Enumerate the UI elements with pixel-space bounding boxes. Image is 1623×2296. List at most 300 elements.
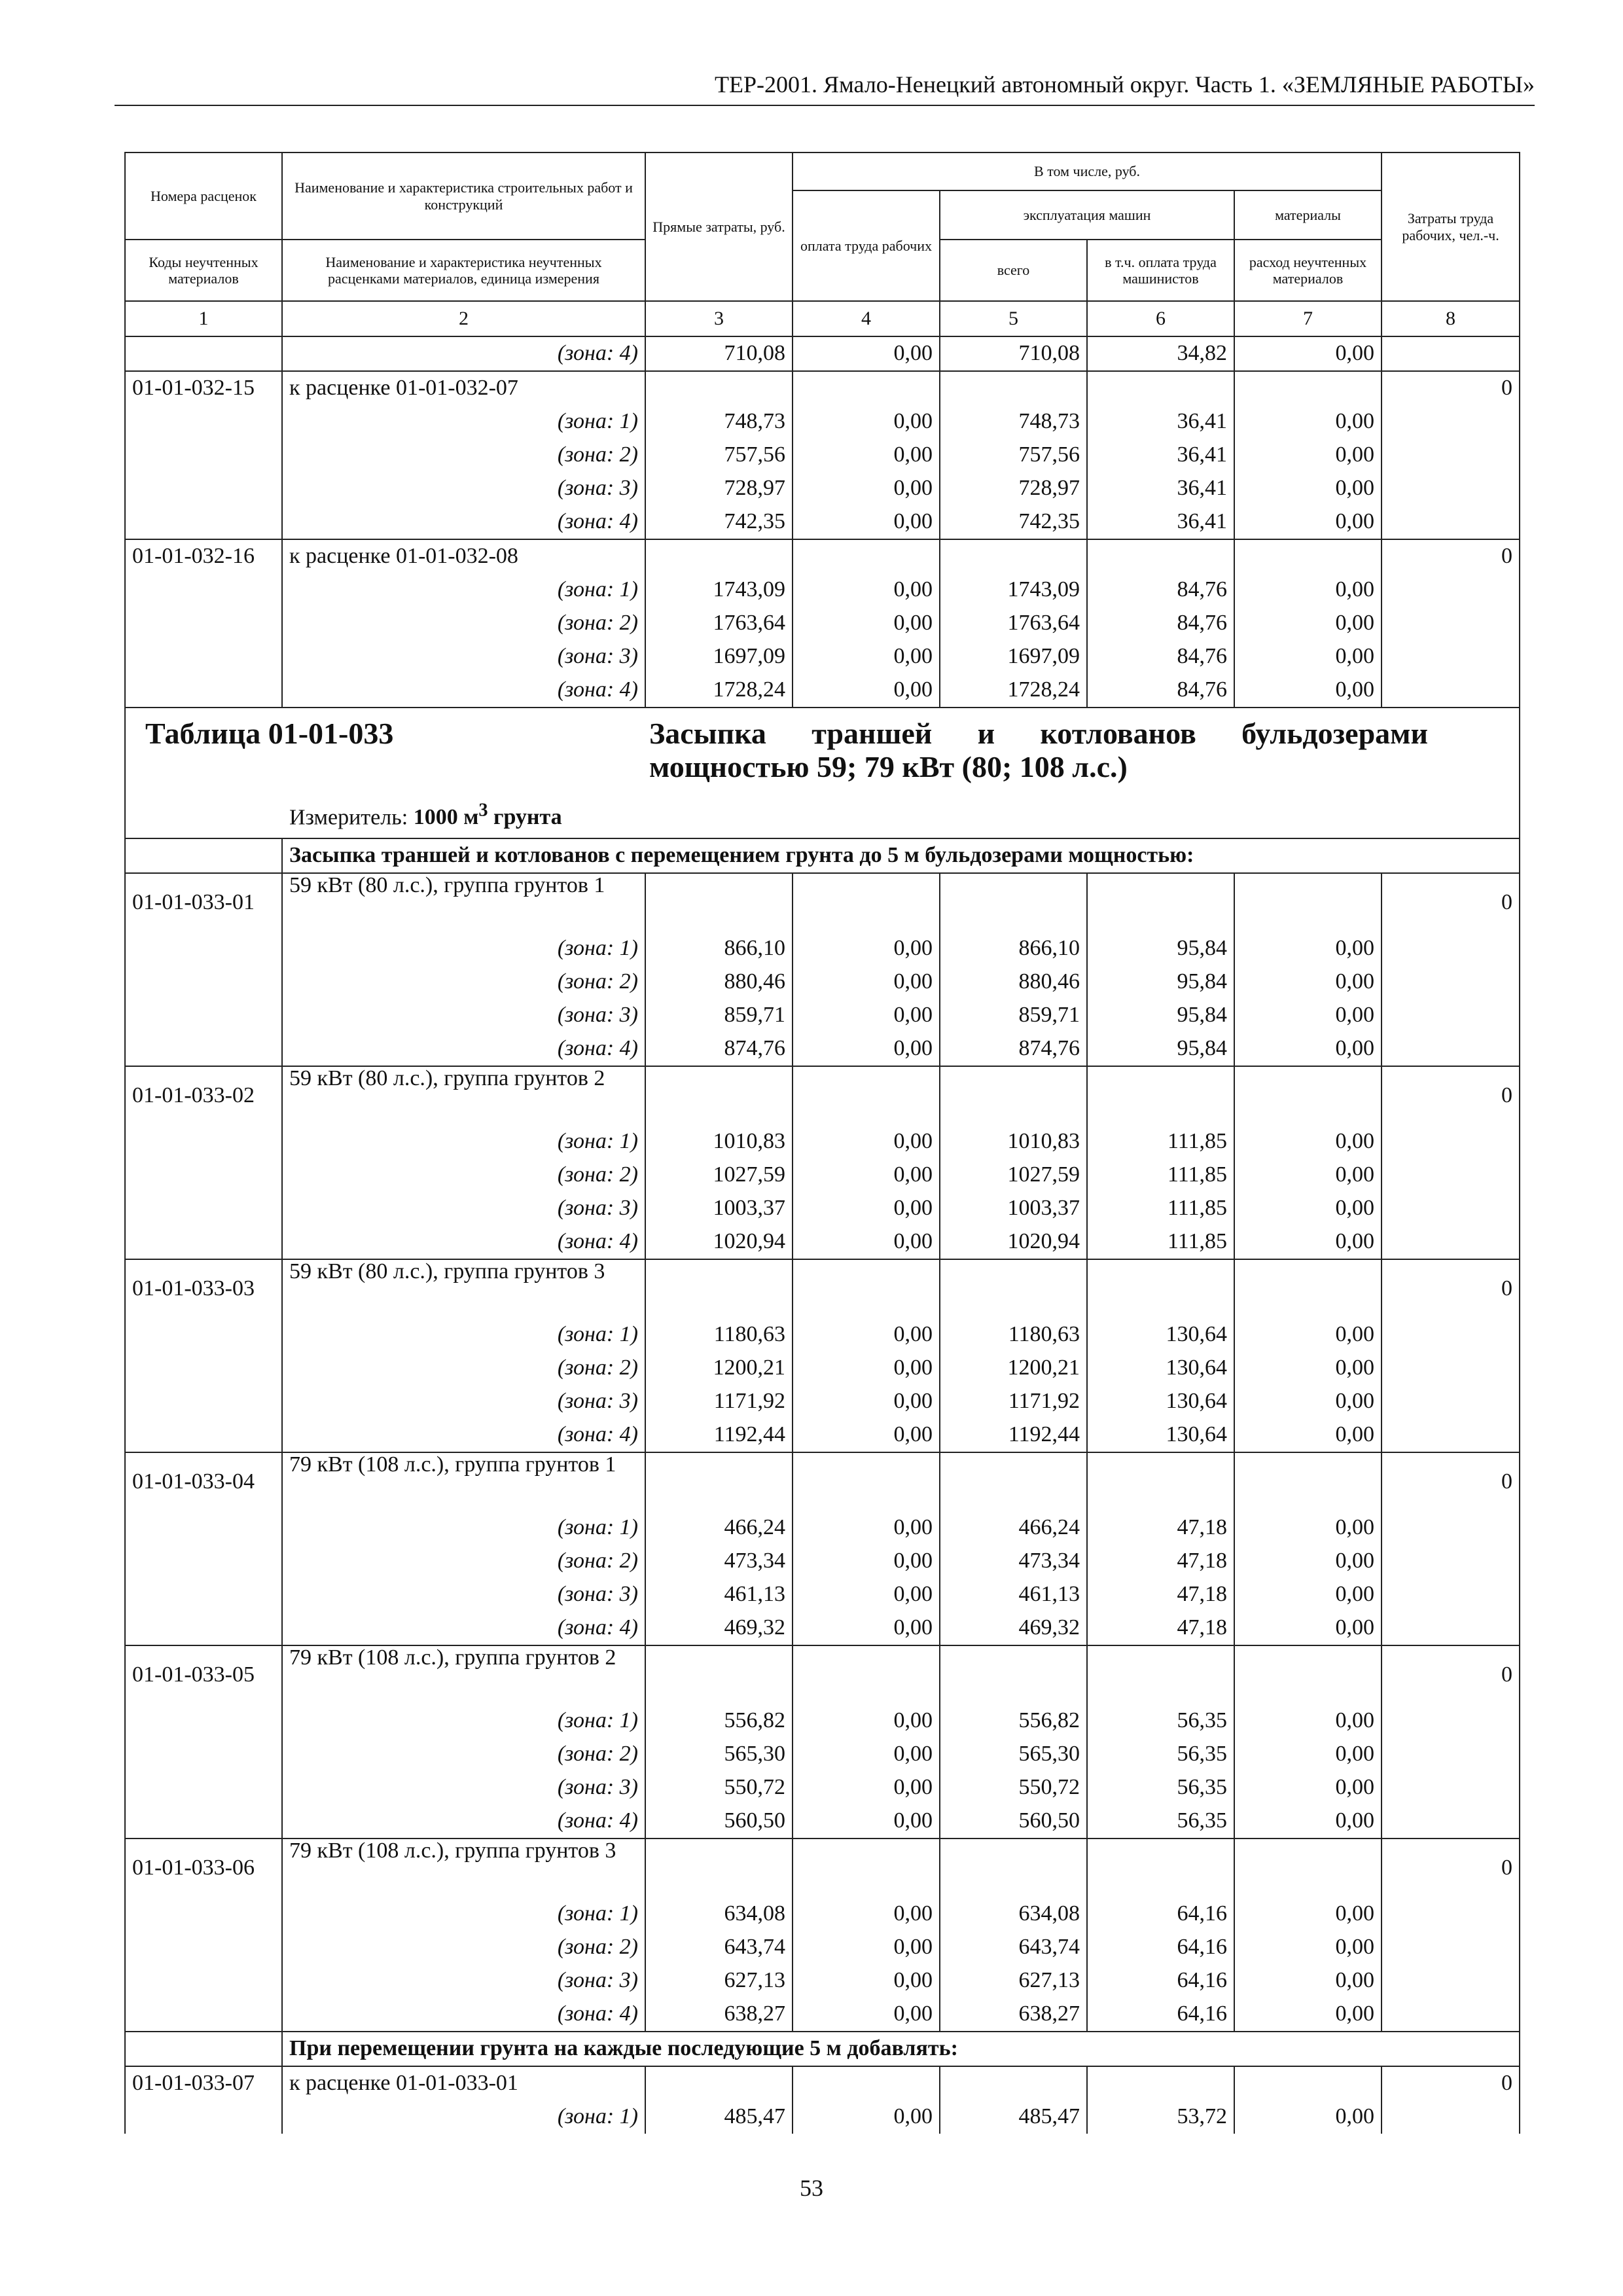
machine-total: 461,13: [940, 1578, 1087, 1611]
machine-total: 638,27: [940, 1998, 1087, 2032]
zone-label: (зона: 4): [282, 336, 645, 371]
machinist-pay: 64,16: [1087, 1964, 1234, 1998]
labor-cell-empty: [1382, 439, 1520, 472]
direct-cost: 1020,94: [645, 1225, 793, 1259]
labor-cell-empty: [1382, 1158, 1520, 1192]
empty-cell: [1234, 1645, 1382, 1704]
rate-row: [125, 1645, 1520, 1704]
machinist-pay: 111,85: [1087, 1192, 1234, 1225]
zone-label: (зона: 3): [282, 640, 645, 673]
rate-code: 01-01-032-16: [125, 539, 282, 573]
code-cell-empty: [125, 1352, 282, 1385]
material-usage: 0,00: [1234, 932, 1382, 965]
column-number: 2: [282, 301, 645, 336]
rate-row: [125, 1839, 1520, 1897]
empty-cell: [1087, 539, 1234, 573]
empty-cell: [793, 2066, 940, 2100]
worker-pay: 0,00: [793, 1771, 940, 1804]
machine-total: 485,47: [940, 2100, 1087, 2134]
empty-cell: [940, 1066, 1087, 1125]
zone-row: [125, 1804, 1520, 1839]
zone-row: [125, 1511, 1520, 1545]
material-usage: 0,00: [1234, 573, 1382, 607]
empty-cell: [1087, 873, 1234, 932]
column-number: 4: [793, 301, 940, 336]
code-cell-empty: [125, 1545, 282, 1578]
code-cell-empty: [125, 1738, 282, 1771]
material-usage: 0,00: [1234, 607, 1382, 640]
measure-label: Измеритель:: [289, 805, 408, 830]
rate-name: 79 кВт (108 л.с.), группа грунтов 1: [282, 1452, 645, 1511]
worker-pay: 0,00: [793, 1125, 940, 1158]
zone-label: (зона: 1): [282, 573, 645, 607]
empty-cell: [940, 539, 1087, 573]
machinist-pay: 64,16: [1087, 1897, 1234, 1931]
machine-total: 556,82: [940, 1704, 1087, 1738]
code-cell-empty: [125, 1511, 282, 1545]
material-usage: 0,00: [1234, 1738, 1382, 1771]
machinist-pay: 95,84: [1087, 1032, 1234, 1066]
direct-cost: 874,76: [645, 1032, 793, 1066]
labor-cell-empty: [1382, 1578, 1520, 1611]
empty-cell: [1234, 2066, 1382, 2100]
empty-cell: [1087, 1452, 1234, 1511]
header-group: В том числе, руб.: [793, 152, 1382, 190]
machinist-pay: 111,85: [1087, 1158, 1234, 1192]
zone-row: [125, 1125, 1520, 1158]
rates-table: [124, 152, 1520, 2134]
material-usage: 0,00: [1234, 505, 1382, 539]
running-header: ТЕР-2001. Ямало-Ненецкий автономный округ. Часть 1. «ЗЕМЛЯНЫЕ РАБОТЫ»: [714, 71, 1535, 98]
material-usage: 0,00: [1234, 1225, 1382, 1259]
zone-row: [125, 1418, 1520, 1452]
direct-cost: 643,74: [645, 1931, 793, 1964]
code-cell-empty: [125, 1032, 282, 1066]
header-col4: оплата труда рабочих: [793, 190, 940, 301]
rate-name: 79 кВт (108 л.с.), группа грунтов 2: [282, 1645, 645, 1704]
direct-cost: 1010,83: [645, 1125, 793, 1158]
zone-row: [125, 1964, 1520, 1998]
rate-code: 01-01-033-01: [125, 873, 282, 932]
direct-cost: 757,56: [645, 439, 793, 472]
empty-cell: [645, 1452, 793, 1511]
machine-total: 742,35: [940, 505, 1087, 539]
rate-name: к расценке 01-01-032-08: [282, 539, 645, 573]
rate-row: [125, 1452, 1520, 1511]
machine-total: 1180,63: [940, 1318, 1087, 1352]
worker-pay: 0,00: [793, 999, 940, 1032]
empty-cell: [1234, 1066, 1382, 1125]
code-cell-empty: [125, 2100, 282, 2134]
worker-pay: 0,00: [793, 336, 940, 371]
machine-total: 866,10: [940, 932, 1087, 965]
empty-cell: [793, 873, 940, 932]
zone-row: [125, 607, 1520, 640]
labor-cell-empty: [1382, 336, 1520, 371]
empty-cell: [1234, 1452, 1382, 1511]
labor-cell-empty: [1382, 1032, 1520, 1066]
column-number: 6: [1087, 301, 1234, 336]
empty-cell: [645, 1645, 793, 1704]
direct-cost: 859,71: [645, 999, 793, 1032]
machine-total: 748,73: [940, 405, 1087, 439]
machine-total: 565,30: [940, 1738, 1087, 1771]
labor-cell-empty: [1382, 932, 1520, 965]
rate-code: 01-01-033-06: [125, 1839, 282, 1897]
section-code-cell: [125, 2032, 282, 2066]
direct-cost: 550,72: [645, 1771, 793, 1804]
zone-row: [125, 472, 1520, 505]
direct-cost: 556,82: [645, 1704, 793, 1738]
rate-code: 01-01-032-15: [125, 371, 282, 405]
rate-code: 01-01-033-07: [125, 2066, 282, 2100]
worker-pay: 0,00: [793, 1998, 940, 2032]
direct-cost: 1003,37: [645, 1192, 793, 1225]
direct-cost: 1743,09: [645, 573, 793, 607]
code-cell-empty: [125, 1578, 282, 1611]
zone-row: [125, 1225, 1520, 1259]
machinist-pay: 47,18: [1087, 1545, 1234, 1578]
labor-cell-empty: [1382, 1897, 1520, 1931]
code-cell-empty: [125, 1771, 282, 1804]
rate-name: 79 кВт (108 л.с.), группа грунтов 3: [282, 1839, 645, 1897]
machine-total: 1728,24: [940, 673, 1087, 708]
rate-code: 01-01-033-03: [125, 1259, 282, 1318]
column-number: 3: [645, 301, 793, 336]
direct-cost: 1728,24: [645, 673, 793, 708]
labor-cell-empty: [1382, 999, 1520, 1032]
worker-pay: 0,00: [793, 673, 940, 708]
direct-cost: 634,08: [645, 1897, 793, 1931]
empty-cell: [1234, 873, 1382, 932]
worker-pay: 0,00: [793, 1931, 940, 1964]
rate-name: 59 кВт (80 л.с.), группа грунтов 3: [282, 1259, 645, 1318]
labor-cell-empty: [1382, 1804, 1520, 1839]
material-usage: 0,00: [1234, 1704, 1382, 1738]
direct-cost: 638,27: [645, 1998, 793, 2032]
machinist-pay: 56,35: [1087, 1738, 1234, 1771]
empty-cell: [1234, 539, 1382, 573]
material-usage: 0,00: [1234, 640, 1382, 673]
labor-cell-empty: [1382, 1545, 1520, 1578]
worker-pay: 0,00: [793, 1192, 940, 1225]
empty-cell: [1234, 1259, 1382, 1318]
code-cell-empty: [125, 999, 282, 1032]
labor-cell-empty: [1382, 1418, 1520, 1452]
worker-pay: 0,00: [793, 1738, 940, 1771]
labor-cell-empty: [1382, 1998, 1520, 2032]
zone-label: (зона: 1): [282, 2100, 645, 2134]
direct-cost: 1200,21: [645, 1352, 793, 1385]
labor-cost: 0: [1382, 873, 1520, 932]
material-usage: 0,00: [1234, 1511, 1382, 1545]
zone-label: (зона: 2): [282, 1158, 645, 1192]
direct-cost: 710,08: [645, 336, 793, 371]
machinist-pay: 36,41: [1087, 439, 1234, 472]
zone-label: (зона: 3): [282, 1385, 645, 1418]
material-usage: 0,00: [1234, 1192, 1382, 1225]
direct-cost: 866,10: [645, 932, 793, 965]
direct-cost: 466,24: [645, 1511, 793, 1545]
direct-cost: 1697,09: [645, 640, 793, 673]
code-cell-empty: [125, 336, 282, 371]
header-machines: эксплуатация машин: [940, 190, 1234, 240]
labor-cost: 0: [1382, 1259, 1520, 1318]
material-usage: 0,00: [1234, 1931, 1382, 1964]
machinist-pay: 130,64: [1087, 1318, 1234, 1352]
labor-cell-empty: [1382, 673, 1520, 708]
labor-cost: 0: [1382, 371, 1520, 405]
worker-pay: 0,00: [793, 640, 940, 673]
zone-row: [125, 2100, 1520, 2134]
material-usage: 0,00: [1234, 336, 1382, 371]
labor-cell-empty: [1382, 1964, 1520, 1998]
direct-cost: 742,35: [645, 505, 793, 539]
machinist-pay: 130,64: [1087, 1352, 1234, 1385]
code-cell-empty: [125, 439, 282, 472]
empty-cell: [1087, 1259, 1234, 1318]
rate-row: [125, 2066, 1520, 2100]
rate-row: [125, 1066, 1520, 1125]
section-title: Засыпка траншей и котлованов с перемещением грунта до 5 м бульдозерами мощностью:: [282, 838, 1520, 873]
table-heading-cell: [125, 708, 1520, 838]
empty-cell: [645, 2066, 793, 2100]
zone-label: (зона: 4): [282, 673, 645, 708]
labor-cost: 0: [1382, 539, 1520, 573]
code-cell-empty: [125, 1964, 282, 1998]
labor-cell-empty: [1382, 1225, 1520, 1259]
zone-label: (зона: 3): [282, 1578, 645, 1611]
labor-cell-empty: [1382, 1931, 1520, 1964]
empty-cell: [645, 1259, 793, 1318]
section-row: [125, 2032, 1520, 2066]
rate-name: 59 кВт (80 л.с.), группа грунтов 1: [282, 873, 645, 932]
zone-row: [125, 1771, 1520, 1804]
material-usage: 0,00: [1234, 1897, 1382, 1931]
zone-label: (зона: 2): [282, 1352, 645, 1385]
worker-pay: 0,00: [793, 1385, 940, 1418]
machine-total: 1010,83: [940, 1125, 1087, 1158]
code-cell-empty: [125, 1385, 282, 1418]
zone-row: [125, 1545, 1520, 1578]
empty-cell: [793, 1645, 940, 1704]
zone-row: [125, 1738, 1520, 1771]
labor-cell-empty: [1382, 2100, 1520, 2134]
zone-row: [125, 1931, 1520, 1964]
zone-row: [125, 1611, 1520, 1645]
worker-pay: 0,00: [793, 1897, 940, 1931]
material-usage: 0,00: [1234, 673, 1382, 708]
section-row: [125, 838, 1520, 873]
direct-cost: 748,73: [645, 405, 793, 439]
empty-cell: [1087, 1066, 1234, 1125]
empty-cell: [1087, 371, 1234, 405]
zone-row: [125, 1578, 1520, 1611]
machine-total: 634,08: [940, 1897, 1087, 1931]
labor-cell-empty: [1382, 405, 1520, 439]
header-col6: в т.ч. оплата труда машинистов: [1087, 240, 1234, 301]
material-usage: 0,00: [1234, 1964, 1382, 1998]
table-header: [125, 152, 1520, 336]
zone-label: (зона: 2): [282, 439, 645, 472]
column-number-row: [125, 301, 1520, 336]
page-number: 53: [800, 2175, 823, 2201]
zone-row: [125, 1897, 1520, 1931]
labor-cell-empty: [1382, 607, 1520, 640]
section-code-cell: [125, 838, 282, 873]
labor-cost: 0: [1382, 1839, 1520, 1897]
header-rule: [115, 105, 1535, 106]
labor-cell-empty: [1382, 472, 1520, 505]
zone-row: [125, 1032, 1520, 1066]
code-cell-empty: [125, 1418, 282, 1452]
machine-total: 710,08: [940, 336, 1087, 371]
labor-cell-empty: [1382, 1352, 1520, 1385]
empty-cell: [1234, 371, 1382, 405]
empty-cell: [1087, 1645, 1234, 1704]
labor-cost: 0: [1382, 2066, 1520, 2100]
labor-cell-empty: [1382, 1611, 1520, 1645]
material-usage: 0,00: [1234, 472, 1382, 505]
material-usage: 0,00: [1234, 1418, 1382, 1452]
zone-label: (зона: 4): [282, 1998, 645, 2032]
machine-total: 874,76: [940, 1032, 1087, 1066]
empty-cell: [645, 1839, 793, 1897]
machine-total: 1020,94: [940, 1225, 1087, 1259]
machinist-pay: 84,76: [1087, 673, 1234, 708]
code-cell-empty: [125, 1125, 282, 1158]
empty-cell: [645, 371, 793, 405]
worker-pay: 0,00: [793, 1352, 940, 1385]
machinist-pay: 130,64: [1087, 1385, 1234, 1418]
direct-cost: 1192,44: [645, 1418, 793, 1452]
machinist-pay: 47,18: [1087, 1578, 1234, 1611]
worker-pay: 0,00: [793, 1545, 940, 1578]
column-number: 5: [940, 301, 1087, 336]
worker-pay: 0,00: [793, 1318, 940, 1352]
material-usage: 0,00: [1234, 1352, 1382, 1385]
machinist-pay: 64,16: [1087, 1998, 1234, 2032]
rows-after: [125, 838, 1520, 2134]
machinist-pay: 56,35: [1087, 1804, 1234, 1839]
material-usage: 0,00: [1234, 965, 1382, 999]
zone-label: (зона: 4): [282, 1225, 645, 1259]
worker-pay: 0,00: [793, 1804, 940, 1839]
empty-cell: [940, 1839, 1087, 1897]
table-number: Таблица 01-01-033: [145, 717, 394, 750]
header-col1-top: Номера расценок: [125, 152, 282, 240]
zone-row: [125, 1318, 1520, 1352]
machinist-pay: 84,76: [1087, 573, 1234, 607]
empty-cell: [1087, 2066, 1234, 2100]
machinist-pay: 64,16: [1087, 1931, 1234, 1964]
machine-total: 560,50: [940, 1804, 1087, 1839]
machine-total: 469,32: [940, 1611, 1087, 1645]
zone-label: (зона: 1): [282, 1125, 645, 1158]
code-cell-empty: [125, 673, 282, 708]
header-col8: Затраты труда рабочих, чел.-ч.: [1382, 152, 1520, 301]
zone-row: [125, 932, 1520, 965]
zone-label: (зона: 1): [282, 1318, 645, 1352]
code-cell-empty: [125, 640, 282, 673]
zone-row: [125, 1352, 1520, 1385]
code-cell-empty: [125, 405, 282, 439]
rate-name: к расценке 01-01-032-07: [282, 371, 645, 405]
zone-label: (зона: 4): [282, 1032, 645, 1066]
labor-cell-empty: [1382, 1192, 1520, 1225]
material-usage: 0,00: [1234, 1318, 1382, 1352]
material-usage: 0,00: [1234, 1611, 1382, 1645]
direct-cost: 1027,59: [645, 1158, 793, 1192]
zone-row: [125, 1385, 1520, 1418]
worker-pay: 0,00: [793, 1418, 940, 1452]
direct-cost: 461,13: [645, 1578, 793, 1611]
zone-row: [125, 999, 1520, 1032]
machinist-pay: 111,85: [1087, 1225, 1234, 1259]
machine-total: 1763,64: [940, 607, 1087, 640]
worker-pay: 0,00: [793, 1225, 940, 1259]
material-usage: 0,00: [1234, 1032, 1382, 1066]
machinist-pay: 130,64: [1087, 1418, 1234, 1452]
zone-label: (зона: 3): [282, 1964, 645, 1998]
labor-cell-empty: [1382, 573, 1520, 607]
direct-cost: 560,50: [645, 1804, 793, 1839]
code-cell-empty: [125, 1318, 282, 1352]
code-cell-empty: [125, 573, 282, 607]
material-usage: 0,00: [1234, 1998, 1382, 2032]
material-usage: 0,00: [1234, 1545, 1382, 1578]
machinist-pay: 56,35: [1087, 1704, 1234, 1738]
empty-cell: [940, 873, 1087, 932]
material-usage: 0,00: [1234, 1578, 1382, 1611]
zone-row: [125, 1192, 1520, 1225]
machine-total: 1743,09: [940, 573, 1087, 607]
code-cell-empty: [125, 1998, 282, 2032]
zone-row: [125, 1158, 1520, 1192]
column-number: 1: [125, 301, 282, 336]
labor-cell-empty: [1382, 1511, 1520, 1545]
machine-total: 1192,44: [940, 1418, 1087, 1452]
zone-row: [125, 405, 1520, 439]
rate-row: [125, 539, 1520, 573]
worker-pay: 0,00: [793, 472, 940, 505]
code-cell-empty: [125, 1225, 282, 1259]
worker-pay: 0,00: [793, 1158, 940, 1192]
labor-cell-empty: [1382, 1385, 1520, 1418]
zone-label: (зона: 1): [282, 405, 645, 439]
empty-cell: [940, 371, 1087, 405]
machine-total: 643,74: [940, 1931, 1087, 1964]
direct-cost: 627,13: [645, 1964, 793, 1998]
labor-cell-empty: [1382, 1704, 1520, 1738]
labor-cost: 0: [1382, 1645, 1520, 1704]
header-col3: Прямые затраты, руб.: [645, 152, 793, 301]
material-usage: 0,00: [1234, 1385, 1382, 1418]
machinist-pay: 36,41: [1087, 472, 1234, 505]
direct-cost: 1171,92: [645, 1385, 793, 1418]
worker-pay: 0,00: [793, 505, 940, 539]
zone-label: (зона: 2): [282, 1931, 645, 1964]
zone-label: (зона: 3): [282, 1192, 645, 1225]
column-number: 7: [1234, 301, 1382, 336]
measure-value: 1000 $м^3$ грунта: [413, 800, 562, 830]
direct-cost: 473,34: [645, 1545, 793, 1578]
zone-row: [125, 573, 1520, 607]
rate-name: к расценке 01-01-033-01: [282, 2066, 645, 2100]
zone-label: (зона: 4): [282, 505, 645, 539]
labor-cell-empty: [1382, 1318, 1520, 1352]
worker-pay: 0,00: [793, 932, 940, 965]
